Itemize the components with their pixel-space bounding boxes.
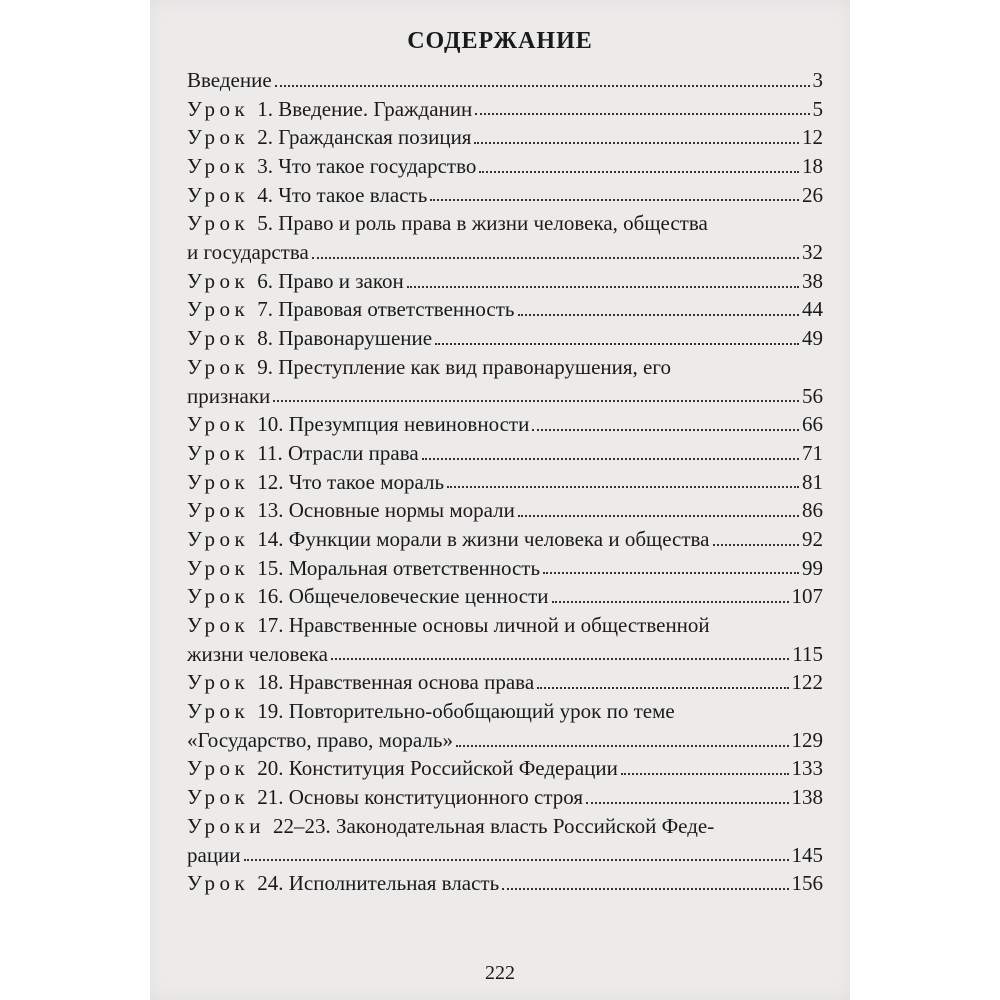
- page-title: СОДЕРЖАНИЕ: [407, 28, 593, 54]
- toc-entry: [187, 496, 823, 525]
- toc-entry: [187, 697, 823, 754]
- page-number: 222: [485, 962, 515, 984]
- toc-entry-page: 122: [791, 670, 823, 695]
- toc-entry-title: 3. Что такое государство: [257, 154, 477, 179]
- toc-entry-page: 18: [802, 154, 823, 179]
- toc-entry-title: 16. Общечеловеческие ценности: [257, 584, 549, 609]
- toc-entry-prefix: Урок: [187, 268, 250, 293]
- dot-leader: [543, 572, 799, 574]
- toc-entry: [187, 525, 823, 554]
- toc-entry-title-continued: жизни человека: [187, 641, 328, 666]
- dot-leader: [422, 458, 799, 460]
- toc-entry-page: 56: [802, 383, 823, 408]
- toc-entry: [187, 755, 823, 784]
- toc-entry-prefix: Урок: [187, 211, 250, 236]
- toc-entry: [187, 611, 823, 668]
- toc-entry-page: 38: [802, 268, 823, 293]
- toc-entry-page: 81: [802, 469, 823, 494]
- toc-entry-title: 22–23. Законодательная власть Российской Феде-: [272, 813, 715, 838]
- dot-leader: [713, 544, 799, 546]
- toc-entry-prefix: Урок: [187, 871, 250, 896]
- toc-entry: [187, 181, 823, 210]
- dot-leader: [275, 85, 810, 87]
- toc-entry-page: 156: [791, 871, 823, 896]
- toc-entry: [187, 582, 823, 611]
- toc-entry-page: 145: [791, 842, 823, 867]
- toc-entry-page: 129: [791, 727, 823, 752]
- toc-entry: [187, 66, 823, 95]
- dot-leader: [456, 745, 789, 747]
- toc-entry-title: 7. Правовая ответственность: [257, 297, 515, 322]
- toc-entry-title: 6. Право и закон: [257, 268, 404, 293]
- toc-entry-title: 18. Нравственная основа права: [257, 670, 535, 695]
- toc-entry: [187, 439, 823, 468]
- toc-entry-page: 99: [802, 555, 823, 580]
- dot-leader: [435, 343, 799, 345]
- toc-entry-prefix: Урок: [187, 613, 250, 638]
- dot-leader: [312, 257, 799, 259]
- toc-entry-page: 26: [802, 182, 823, 207]
- toc-entry: [187, 324, 823, 353]
- toc-entry-page: 12: [802, 125, 823, 150]
- dot-leader: [532, 429, 799, 431]
- toc-entry-page: 115: [792, 641, 823, 666]
- toc-entry: [187, 869, 823, 898]
- toc-entry-title: 24. Исполнительная власть: [257, 871, 500, 896]
- toc-entry-prefix: Урок: [187, 125, 250, 150]
- toc-entry-title-continued: признаки: [187, 383, 271, 408]
- toc-entry-page: 86: [802, 498, 823, 523]
- dot-leader: [518, 515, 799, 517]
- toc-entry-prefix: Урок: [187, 555, 250, 580]
- toc-entry-page: 3: [812, 67, 823, 92]
- toc-entry: [187, 554, 823, 583]
- toc-entry-prefix: Урок: [187, 154, 250, 179]
- toc-entry-title: 15. Моральная ответственность: [257, 555, 541, 580]
- toc-entry-title: 9. Преступление как вид правонарушения, его: [257, 354, 671, 379]
- toc-entry-prefix: Урок: [187, 182, 250, 207]
- toc-entry-title: 8. Правонарушение: [257, 326, 433, 351]
- dot-leader: [586, 802, 788, 804]
- toc-entry-page: 133: [791, 756, 823, 781]
- dot-leader: [552, 601, 789, 603]
- toc-entry: [187, 123, 823, 152]
- toc-entry: [187, 267, 823, 296]
- toc-entry-page: 49: [802, 326, 823, 351]
- toc-entry-prefix: Урок: [187, 354, 250, 379]
- toc-entry-title-continued: рации: [187, 842, 241, 867]
- dot-leader: [244, 859, 789, 861]
- toc-entry: [187, 152, 823, 181]
- book-page: [150, 0, 850, 1000]
- toc-entry-page: 107: [791, 584, 823, 609]
- toc-entry-prefix: Урок: [187, 440, 250, 465]
- toc-entry-page: 32: [802, 240, 823, 265]
- toc-entry-title: 20. Конституция Российской Федерации: [257, 756, 618, 781]
- toc-entry-title: Введение: [187, 67, 272, 92]
- toc-entry-title: 17. Нравственные основы личной и общественной: [257, 613, 710, 638]
- toc-entry-prefix: Урок: [187, 469, 250, 494]
- toc-entry-page: 66: [802, 412, 823, 437]
- toc-entry: [187, 668, 823, 697]
- toc-entry-prefix: Урок: [187, 584, 250, 609]
- dot-leader: [273, 400, 799, 402]
- toc-entry-title: 1. Введение. Гражданин: [257, 96, 473, 121]
- toc-entry-page: 71: [802, 440, 823, 465]
- toc-entry-prefix: Урок: [187, 756, 250, 781]
- toc-entry-title: 2. Гражданская позиция: [257, 125, 472, 150]
- toc-entry: [187, 353, 823, 410]
- toc-entry-prefix: Урок: [187, 96, 250, 121]
- dot-leader: [331, 658, 789, 660]
- toc-entry: [187, 95, 823, 124]
- toc-entry: [187, 783, 823, 812]
- dot-leader: [447, 486, 799, 488]
- toc-entry-title: 11. Отрасли права: [257, 440, 419, 465]
- toc-entry-page: 5: [812, 96, 823, 121]
- toc-entry-title: 21. Основы конституционного строя: [257, 785, 584, 810]
- toc-entry-title-continued: «Государство, право, мораль»: [187, 727, 453, 752]
- toc-entry-prefix: Урок: [187, 326, 250, 351]
- toc-entry-page: 92: [802, 526, 823, 551]
- toc-entry-title: 19. Повторительно-обобщающий урок по теме: [257, 699, 675, 724]
- dot-leader: [479, 171, 799, 173]
- toc-entry-prefix: Урок: [187, 297, 250, 322]
- dot-leader: [518, 314, 800, 316]
- toc-entry-title: 10. Презумпция невиновности: [257, 412, 530, 437]
- toc-entry: [187, 812, 823, 869]
- toc-entry-title-continued: и государства: [187, 240, 309, 265]
- toc-entry-prefix: Урок: [187, 670, 250, 695]
- toc-entry-prefix: Урок: [187, 498, 250, 523]
- toc-entry-title: 4. Что такое власть: [257, 182, 428, 207]
- toc-entry: [187, 296, 823, 325]
- table-of-contents: [187, 66, 823, 898]
- dot-leader: [621, 773, 789, 775]
- toc-entry-page: 138: [791, 785, 823, 810]
- toc-entry: [187, 209, 823, 266]
- toc-entry-prefix: Урок: [187, 699, 250, 724]
- toc-entry-prefix: Уроки: [187, 813, 265, 838]
- toc-entry-title: 12. Что такое мораль: [257, 469, 445, 494]
- toc-entry-prefix: Урок: [187, 412, 250, 437]
- dot-leader: [430, 199, 799, 201]
- toc-entry-title: 14. Функции морали в жизни человека и общества: [257, 526, 710, 551]
- toc-entry-prefix: Урок: [187, 785, 250, 810]
- toc-entry-title: 5. Право и роль права в жизни человека, общества: [257, 211, 708, 236]
- toc-entry-title: 13. Основные нормы морали: [257, 498, 515, 523]
- dot-leader: [502, 888, 788, 890]
- dot-leader: [537, 687, 788, 689]
- dot-leader: [475, 113, 809, 115]
- toc-entry-prefix: Урок: [187, 526, 250, 551]
- toc-entry: [187, 410, 823, 439]
- toc-entry: [187, 468, 823, 497]
- toc-entry-page: 44: [802, 297, 823, 322]
- dot-leader: [407, 286, 799, 288]
- dot-leader: [474, 142, 799, 144]
